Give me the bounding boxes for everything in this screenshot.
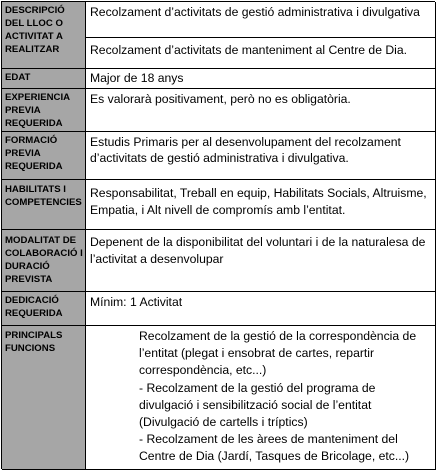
funcio-item: Recolzament de la gestió de la correspondència de l’entitat (plegat i ensobrat de cartes, repartir correspondència, etc...) (139, 329, 417, 378)
funcions-value (86, 326, 436, 470)
modalitat-value: Depenent de la disponibilitat del voluntari i de la naturalesa de l’activitat a desenvolupar (86, 230, 436, 292)
descripcio-value-1: Recolzament d’activitats de gestió administrativa i divulgativa (86, 2, 436, 38)
funcions-label: PRINCIPALS FUNCIONS (2, 326, 86, 470)
dedicacio-label: DEDICACIÓ REQUERIDA (2, 292, 86, 326)
funcio-item: - Recolzament de les àrees de manteniment del Centre de Dia (Jardí, Tasques de Bricolage, etc...) (139, 432, 410, 464)
volunteer-profile-table (1, 1, 435, 469)
formacio-label: FORMACIÓ PREVIA REQUERIDA (2, 132, 86, 180)
edat-value: Major de 18 anys (86, 69, 436, 89)
formacio-value: Estudis Primaris per al desenvolupament del recolzament d’activitats de gestió administrativa i divulgativa. (86, 132, 436, 180)
dedicacio-value: Mínim: 1 Activitat (86, 292, 436, 326)
funcio-item: - Recolzament de la gestió del programa de divulgació i sensibilització social de l’entitat (Divulgació de cartells i tríptics) (139, 380, 376, 430)
edat-label: EDAT (2, 69, 86, 89)
experiencia-label: EXPERIENCIA PREVIA REQUERIDA (2, 89, 86, 132)
habilitats-value: Responsabilitat, Treball en equip, Habilitats Socials, Altruisme, Empatia, i Alt nivell de compromís amb l’entitat. (86, 180, 436, 230)
modalitat-label: MODALITAT DE COLABORACIÓ I DURACIÓ PREVISTA (2, 230, 86, 292)
experiencia-value: Es valorarà positivament, però no es obligatòria. (86, 89, 436, 132)
habilitats-label: HABILITATS I COMPETENCIES (2, 180, 86, 230)
descripcio-label: DESCRIPCIÓ DEL LLOC O ACTIVITAT A REALITZAR (2, 2, 86, 69)
descripcio-value-2: Recolzament d’activitats de manteniment al Centre de Dia. (86, 38, 436, 69)
